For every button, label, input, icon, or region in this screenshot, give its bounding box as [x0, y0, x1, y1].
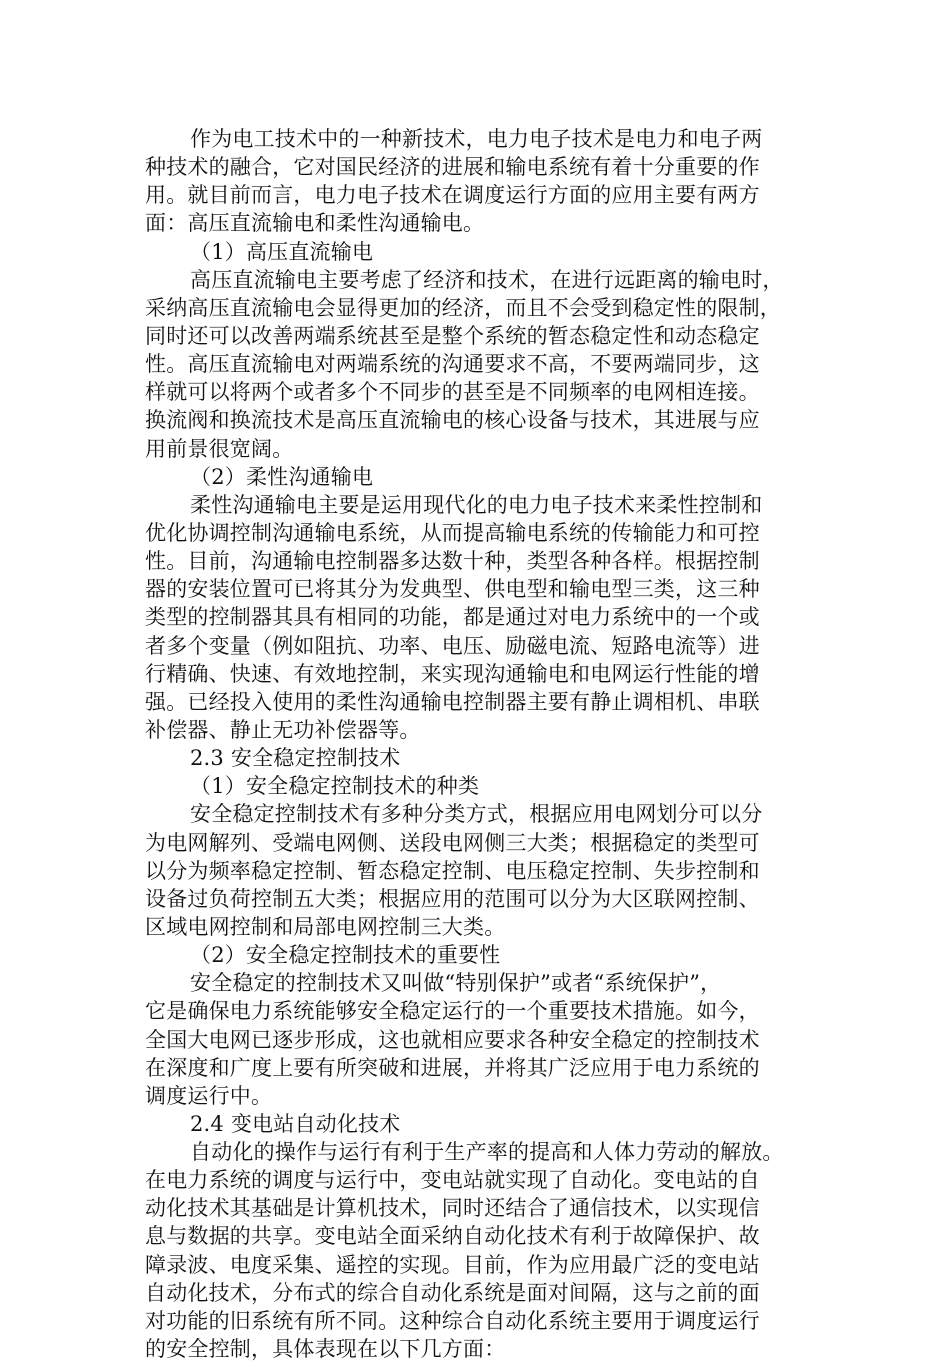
- paragraph-line: 性。目前，沟通输电控制器多达数十种，类型各种各样。根据控制: [145, 549, 760, 574]
- paragraph-line: 强。已经投入使用的柔性沟通输电控制器主要有静止调相机、串联: [145, 689, 760, 714]
- paragraph-line: 对功能的旧系统有所不同。这种综合自动化系统主要用于调度运行: [145, 1308, 760, 1333]
- paragraph-line: 自动化技术，分布式的综合自动化系统是面对间隔，这与之前的面: [145, 1280, 760, 1305]
- paragraph-line: 动化技术其基础是计算机技术，同时还结合了通信技术，以实现信: [145, 1196, 760, 1221]
- section-heading-2-3: 2.3 安全稳定控制技术: [190, 746, 401, 771]
- paragraph-line: 种技术的融合，它对国民经济的进展和输电系统有着十分重要的作: [145, 155, 760, 180]
- paragraph-line: 安全稳定控制技术有多种分类方式，根据应用电网划分可以分: [190, 802, 763, 827]
- paragraph-line: 障录波、电度采集、遥控的实现。目前，作为应用最广泛的变电站: [145, 1252, 760, 1277]
- paragraph-line: 采纳高压直流输电会显得更加的经济，而且不会受到稳定性的限制，: [145, 295, 781, 320]
- paragraph-line: 用前景很宽阔。: [145, 436, 294, 461]
- paragraph-line: 者多个变量（例如阻抗、功率、电压、励磁电流、短路电流等）进: [145, 633, 760, 658]
- paragraph-line: 自动化的操作与运行有利于生产率的提高和人体力劳动的解放。: [190, 1140, 784, 1165]
- paragraph-line: 作为电工技术中的一种新技术，电力电子技术是电力和电子两: [190, 127, 763, 151]
- subheading-stability-types: （1）安全稳定控制技术的种类: [190, 774, 480, 799]
- document-body: [145, 125, 813, 1363]
- section-heading-2-4: 2.4 变电站自动化技术: [190, 1111, 401, 1136]
- paragraph-line: 用。就目前而言，电力电子技术在调度运行方面的应用主要有两方: [145, 183, 760, 208]
- paragraph-line: 类型的控制器其具有相同的功能，都是通过对电力系统中的一个或: [145, 605, 760, 630]
- paragraph-line: 设备过负荷控制五大类；根据应用的范围可以分为大区联网控制、: [145, 886, 760, 911]
- paragraph-line: 区域电网控制和局部电网控制三大类。: [145, 914, 506, 939]
- paragraph-line: 高压直流输电主要考虑了经济和技术，在进行远距离的输电时，: [190, 267, 784, 292]
- paragraph-line: 的安全控制，具体表现在以下几方面：: [145, 1337, 506, 1362]
- paragraph-line: 安全稳定的控制技术又叫做“特别保护”或者“系统保护”，: [190, 971, 722, 996]
- paragraph-line: 样就可以将两个或者多个不同步的甚至是不同频率的电网相连接。: [145, 380, 760, 405]
- paragraph-line: 息与数据的共享。变电站全面采纳自动化技术有利于故障保护、故: [145, 1224, 760, 1249]
- paragraph-line: 调度运行中。: [145, 1083, 273, 1108]
- paragraph-line: 它是确保电力系统能够安全稳定运行的一个重要技术措施。如今，: [145, 999, 760, 1024]
- paragraph-line: 柔性沟通输电主要是运用现代化的电力电子技术来柔性控制和: [190, 492, 763, 517]
- paragraph-line: 以分为频率稳定控制、暂态稳定控制、电压稳定控制、失步控制和: [145, 858, 760, 883]
- paragraph-line: 在深度和广度上要有所突破和进展，并将其广泛应用于电力系统的: [145, 1055, 760, 1080]
- paragraph-line: 同时还可以改善两端系统甚至是整个系统的暂态稳定性和动态稳定: [145, 323, 760, 348]
- paragraph-line: 换流阀和换流技术是高压直流输电的核心设备与技术，其进展与应: [145, 408, 760, 433]
- subheading-hvdc: （1）高压直流输电: [190, 239, 374, 264]
- paragraph-line: 行精确、快速、有效地控制，来实现沟通输电和电网运行性能的增: [145, 661, 760, 686]
- paragraph-line: 全国大电网已逐步形成，这也就相应要求各种安全稳定的控制技术: [145, 1027, 760, 1052]
- subheading-stability-importance: （2）安全稳定控制技术的重要性: [190, 943, 501, 968]
- paragraph-line: 性。高压直流输电对两端系统的沟通要求不高，不要两端同步，这: [145, 352, 760, 377]
- subheading-facts: （2）柔性沟通输电: [190, 464, 374, 489]
- paragraph-line: 优化协调控制沟通输电系统，从而提高输电系统的传输能力和可控: [145, 520, 760, 545]
- paragraph-line: 补偿器、静止无功补偿器等。: [145, 717, 421, 742]
- paragraph-line: 器的安装位置可已将其分为发典型、供电型和输电型三类，这三种: [145, 577, 760, 602]
- paragraph-line: 为电网解列、受端电网侧、送段电网侧三大类；根据稳定的类型可: [145, 830, 760, 855]
- paragraph-line: 在电力系统的调度与运行中，变电站就实现了自动化。变电站的自: [145, 1168, 760, 1193]
- paragraph-line: 面：高压直流输电和柔性沟通输电。: [145, 211, 485, 236]
